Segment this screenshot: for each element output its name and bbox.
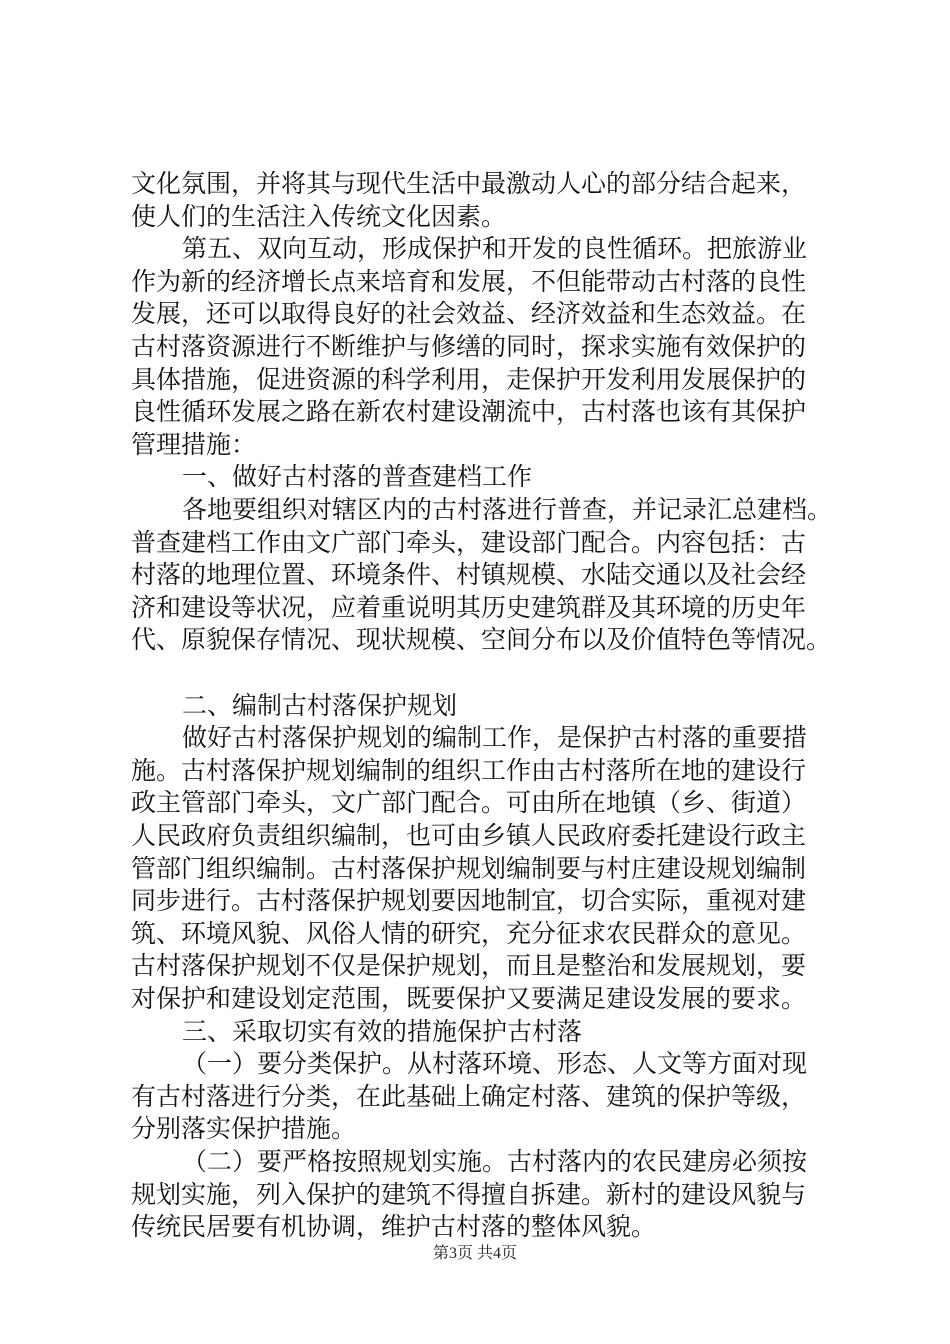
page-footer: [0, 1242, 950, 1266]
text-line: 管部门组织编制。古村落保护规划编制要与村庄建设规划编制: [131, 854, 807, 883]
paragraph-first-line: （二）要严格按照规划实施。古村落内的农民建房必须按: [182, 1147, 808, 1176]
text-line: 同步进行。古村落保护规划要因地制宜，切合实际，重视对建: [131, 886, 807, 915]
text-line: 人民政府负责组织编制，也可由乡镇人民政府委托建设行政主: [131, 821, 807, 850]
paragraph-first-line: 一、做好古村落的普查建档工作: [182, 462, 533, 491]
paragraph-first-line: 二、编制古村落保护规划: [182, 691, 458, 720]
text-line: 良性循环发展之路在新农村建设潮流中，古村落也该有其保护: [131, 397, 807, 426]
text-line: 传统民居要有机协调，维护古村落的整体风貌。: [131, 1212, 657, 1241]
paragraph-first-line: 各地要组织对辖区内的古村落进行普查，并记录汇总建档。: [182, 495, 833, 524]
text-line: 使人们的生活注入传统文化因素。: [131, 202, 507, 231]
text-line: 分别落实保护措施。: [131, 1114, 357, 1143]
paragraph-first-line: 做好古村落保护规划的编制工作，是保护古村落的重要措: [182, 723, 808, 752]
text-line: 筑、环境风貌、风俗人情的研究，充分征求农民群众的意见。: [131, 919, 807, 948]
text-line: 政主管部门牵头，文广部门配合。可由所在地镇（乡、街道）: [131, 788, 807, 817]
text-line: 古村落资源进行不断维护与修缮的同时，探求实施有效保护的: [131, 332, 807, 361]
text-line: 村落的地理位置、环境条件、村镇规模、水陆交通以及社会经: [131, 560, 807, 589]
text-line: 普查建档工作由文广部门牵头，建设部门配合。内容包括：古: [131, 528, 807, 557]
text-line: 施。古村落保护规划编制的组织工作由古村落所在地的建设行: [131, 756, 807, 785]
text-line: 古村落保护规划不仅是保护规划，而且是整治和发展规划，要: [131, 951, 807, 980]
text-line: 作为新的经济增长点来培育和发展，不但能带动古村落的良性: [131, 267, 807, 296]
text-line: 济和建设等状况，应着重说明其历史建筑群及其环境的历史年: [131, 593, 807, 622]
text-line: 文化氛围，并将其与现代生活中最激动人心的部分结合起来，: [131, 169, 807, 198]
text-line: 规划实施，列入保护的建筑不得擅自拆建。新村的建设风貌与: [131, 1180, 807, 1209]
page-number-label: 第3页 共4页: [432, 1245, 517, 1262]
text-line: 有古村落进行分类，在此基础上确定村落、建筑的保护等级，: [131, 1082, 807, 1111]
text-line: 发展，还可以取得良好的社会效益、经济效益和生态效益。在: [131, 299, 807, 328]
paragraph-first-line: 第五、双向互动，形成保护和开发的良性循环。把旅游业: [182, 234, 808, 263]
text-line: 代、原貌保存情况、现状规模、空间分布以及价值特色等情况。: [131, 625, 832, 654]
paragraph-first-line: 三、采取切实有效的措施保护古村落: [182, 1017, 583, 1046]
text-line: 具体措施，促进资源的科学利用，走保护开发利用发展保护的: [131, 365, 807, 394]
paragraph-first-line: （一）要分类保护。从村落环境、形态、人文等方面对现: [182, 1049, 808, 1078]
text-line: 对保护和建设划定范围，既要保护又要满足建设发展的要求。: [131, 984, 807, 1013]
text-line: 管理措施：: [131, 430, 257, 459]
